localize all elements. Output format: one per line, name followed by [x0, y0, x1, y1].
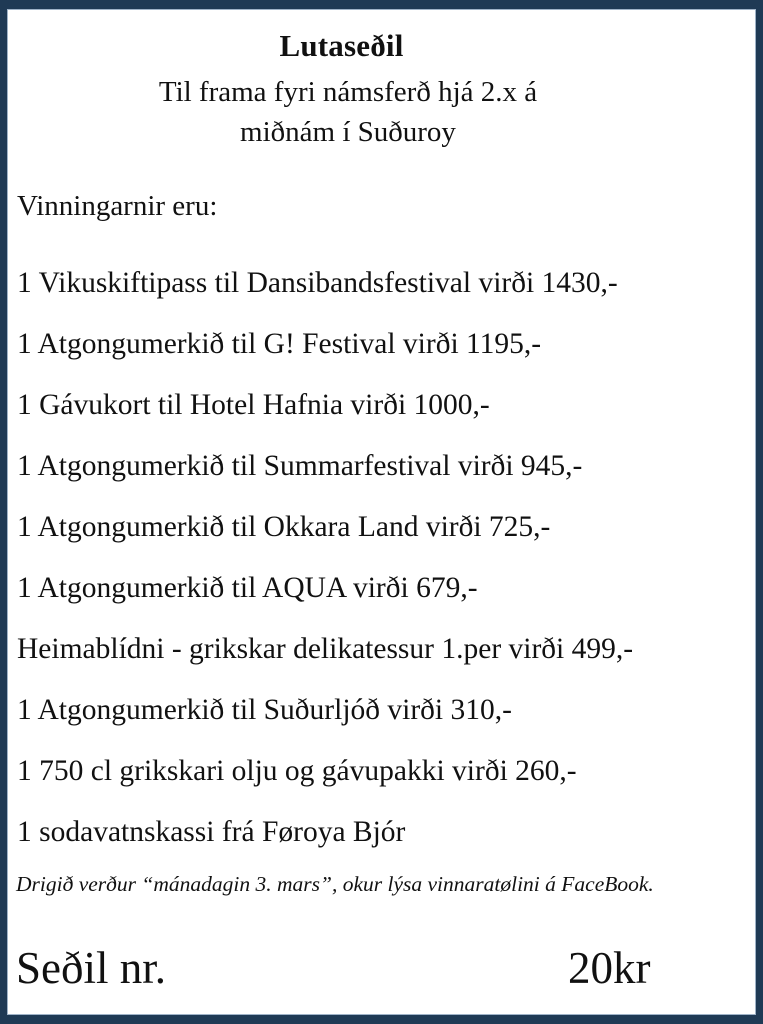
draw-note: Drigið verður “mánadagin 3. mars”, okur lýsa vinnaratølini á FaceBook.	[16, 872, 654, 896]
prize-item: 1 Vikuskiftipass til Dansibandsfestival virði 1430,-	[17, 267, 618, 299]
prize-item: 1 Atgongumerkið til AQUA virði 679,-	[17, 572, 478, 604]
ticket-title: Lutaseðil	[279, 28, 404, 63]
prize-item: 1 Atgongumerkið til Summarfestival virði 945,-	[17, 450, 583, 482]
prize-item: 1 Atgongumerkið til Suðurljóð virði 310,-	[17, 694, 512, 726]
prize-list	[17, 265, 633, 875]
prize-item: 1 Atgongumerkið til Okkara Land virði 725,-	[17, 511, 551, 543]
raffle-ticket	[7, 9, 756, 1015]
ticket-subtitle	[68, 72, 628, 152]
ticket-number-label: Seðil nr.	[16, 943, 167, 993]
prize-item: 1 750 cl grikskari olju og gávupakki virði 260,-	[17, 755, 577, 787]
prize-item: 1 sodavatnskassi frá Føroya Bjór	[17, 816, 406, 848]
prizes-intro: Vinningarnir eru:	[17, 190, 218, 222]
ticket-price: 20kr	[568, 943, 651, 993]
subtitle-line-2: miðnám í Suðuroy	[240, 116, 456, 148]
subtitle-line-1: Til frama fyri námsferð hjá 2.x á	[158, 76, 538, 108]
prize-item: 1 Atgongumerkið til G! Festival virði 1195,-	[17, 328, 542, 360]
prize-item: 1 Gávukort til Hotel Hafnia virði 1000,-	[17, 389, 490, 421]
prize-item: Heimablídni - grikskar delikatessur 1.per virði 499,-	[17, 633, 634, 665]
